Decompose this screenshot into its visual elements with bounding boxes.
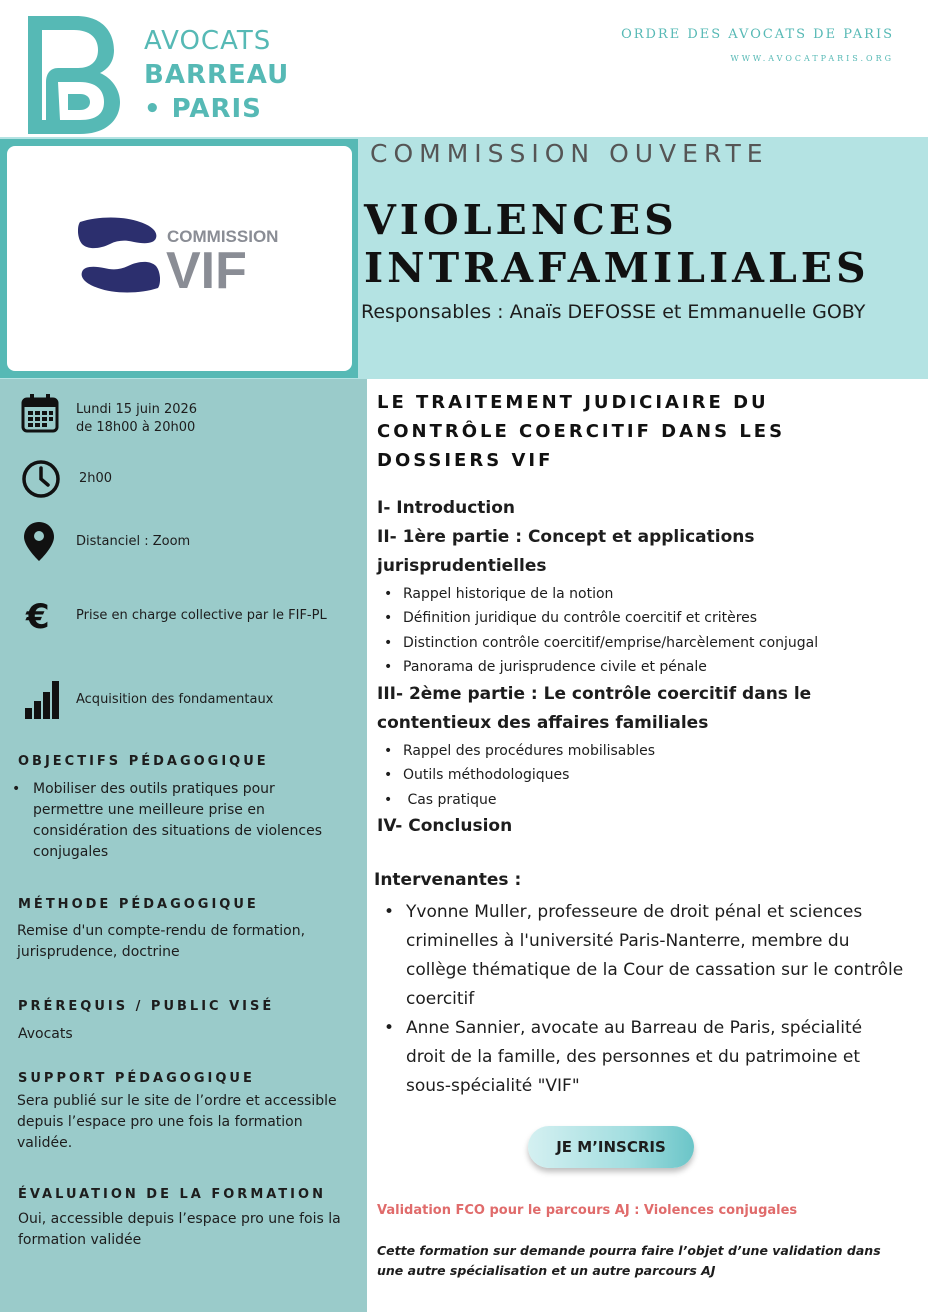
event-title-line: INTRAFAMILIALES bbox=[364, 244, 870, 292]
bullet-dot: • bbox=[384, 586, 393, 602]
barreau-logo-mark bbox=[28, 16, 120, 134]
responsables: Responsables : Anaïs DEFOSSE et Emmanuelle GOBY bbox=[361, 301, 866, 323]
prerequis-text: Avocats bbox=[18, 1026, 73, 1042]
calendar-icon bbox=[20, 393, 62, 435]
register-button[interactable]: JE M’INSCRIS bbox=[528, 1126, 694, 1168]
list-item bbox=[384, 606, 757, 630]
support-text: Sera publié sur le site de l’ordre et accessible depuis l’espace pro une fois la formation validée. bbox=[17, 1093, 337, 1151]
list-item-text: Rappel historique de la notion bbox=[403, 586, 614, 602]
list-item bbox=[384, 788, 497, 812]
validation-text: Validation FCO pour le parcours AJ : Violences conjugales bbox=[377, 1203, 798, 1218]
info-level: Acquisition des fondamentaux bbox=[76, 692, 274, 707]
bar-chart-icon bbox=[22, 678, 64, 720]
intervenante-item bbox=[384, 898, 904, 1014]
intervenante-text: Anne Sannier, avocate au Barreau de Paris, spécialité droit de la famille, des personnes et du patrimoine et sous-spécialité "VIF" bbox=[406, 1018, 863, 1096]
objectifs-title: OBJECTIFS PÉDAGOGIQUE bbox=[18, 754, 269, 769]
list-item bbox=[384, 763, 569, 787]
logo-word-paris: • PARIS bbox=[144, 94, 262, 124]
prerequis-title: PRÉREQUIS / PUBLIC VISÉ bbox=[18, 999, 275, 1014]
ordre-title: ORDRE DES AVOCATS DE PARIS bbox=[621, 27, 894, 42]
location-pin-icon bbox=[18, 520, 60, 562]
bullet-dot: • bbox=[12, 781, 21, 797]
bullet-dot: • bbox=[384, 1018, 395, 1038]
logo-word-avocats: AVOCATS bbox=[144, 26, 272, 56]
bullet-dot: • bbox=[384, 902, 395, 922]
bullet-dot: • bbox=[384, 659, 393, 675]
list-item-text: Cas pratique bbox=[403, 792, 497, 808]
info-duration: 2h00 bbox=[79, 471, 113, 486]
event-title bbox=[364, 196, 870, 292]
event-title-line: VIOLENCES bbox=[364, 196, 678, 244]
programme-part2: III- 2ème partie : Le contrôle coercitif dans le contentieux des affaires familiales bbox=[377, 684, 812, 733]
intervenante-item bbox=[384, 1014, 904, 1101]
info-date-line: Lundi 15 juin 2026 bbox=[76, 402, 198, 417]
objectifs-bullet bbox=[12, 779, 332, 863]
programme-part1: II- 1ère partie : Concept et applications jurisprudentielles bbox=[377, 527, 755, 576]
bullet-dot: • bbox=[384, 610, 393, 626]
intervenantes-title: Intervenantes : bbox=[374, 870, 522, 890]
objectifs-text: Mobiliser des outils pratiques pour permettre une meilleure prise en considération des situations de violences conjugales bbox=[33, 781, 323, 860]
list-item-text: Distinction contrôle coercitif/emprise/harcèlement conjugal bbox=[403, 635, 819, 651]
evaluation-title: ÉVALUATION DE LA FORMATION bbox=[18, 1187, 326, 1202]
programme-intro: I- Introduction bbox=[377, 498, 516, 518]
clock-icon bbox=[20, 458, 62, 500]
logo-word-barreau: BARREAU bbox=[144, 60, 290, 90]
list-item bbox=[384, 739, 655, 763]
list-item-text: Définition juridique du contrôle coercitif et critères bbox=[403, 610, 758, 626]
vif-logo-word: VIF bbox=[166, 242, 247, 300]
validation-note: Cette formation sur demande pourra faire l’objet d’une validation dans une autre spécialisation et un autre parcours AJ bbox=[377, 1243, 881, 1278]
info-location: Distanciel : Zoom bbox=[76, 534, 191, 549]
programme-conclusion: IV- Conclusion bbox=[377, 816, 513, 836]
bullet-dot: • bbox=[384, 767, 393, 783]
list-item-text: Panorama de jurisprudence civile et pénale bbox=[403, 659, 707, 675]
methode-text: Remise d'un compte-rendu de formation, jurisprudence, doctrine bbox=[17, 923, 306, 960]
info-date bbox=[76, 401, 197, 437]
info-funding: Prise en charge collective par le FIF-PL bbox=[76, 608, 327, 623]
bullet-dot: • bbox=[384, 792, 393, 808]
list-item-text: Rappel des procédures mobilisables bbox=[403, 743, 656, 759]
list-item-text: Outils méthodologiques bbox=[403, 767, 570, 783]
support-title: SUPPORT PÉDAGOGIQUE bbox=[18, 1071, 255, 1086]
list-item bbox=[384, 655, 707, 679]
vif-logo-label: COMMISSION bbox=[167, 227, 279, 246]
programme-title: LE TRAITEMENT JUDICIAIRE DU CONTRÔLE COERCITIF DANS LES DOSSIERS VIF bbox=[377, 392, 786, 471]
site-url-link[interactable]: WWW.AVOCATPARIS.ORG bbox=[730, 54, 894, 63]
event-kicker: COMMISSION OUVERTE bbox=[370, 139, 769, 168]
hands-icon bbox=[78, 216, 160, 294]
svg-text:€: € bbox=[26, 597, 50, 636]
list-item bbox=[384, 631, 818, 655]
info-time-line: de 18h00 à 20h00 bbox=[76, 420, 196, 435]
evaluation-text: Oui, accessible depuis l’espace pro une fois la formation validée bbox=[18, 1211, 341, 1248]
intervenante-text: Yvonne Muller, professeure de droit pénal et sciences criminelles à l'université Paris-Nanterre, membre du collège thématique de la Cour de cassation sur le contrôle coercitif bbox=[406, 902, 904, 1009]
list-item bbox=[384, 582, 613, 606]
bullet-dot: • bbox=[384, 743, 393, 759]
bullet-dot: • bbox=[384, 635, 393, 651]
methode-title: MÉTHODE PÉDAGOGIQUE bbox=[18, 897, 259, 912]
euro-icon bbox=[20, 594, 62, 636]
